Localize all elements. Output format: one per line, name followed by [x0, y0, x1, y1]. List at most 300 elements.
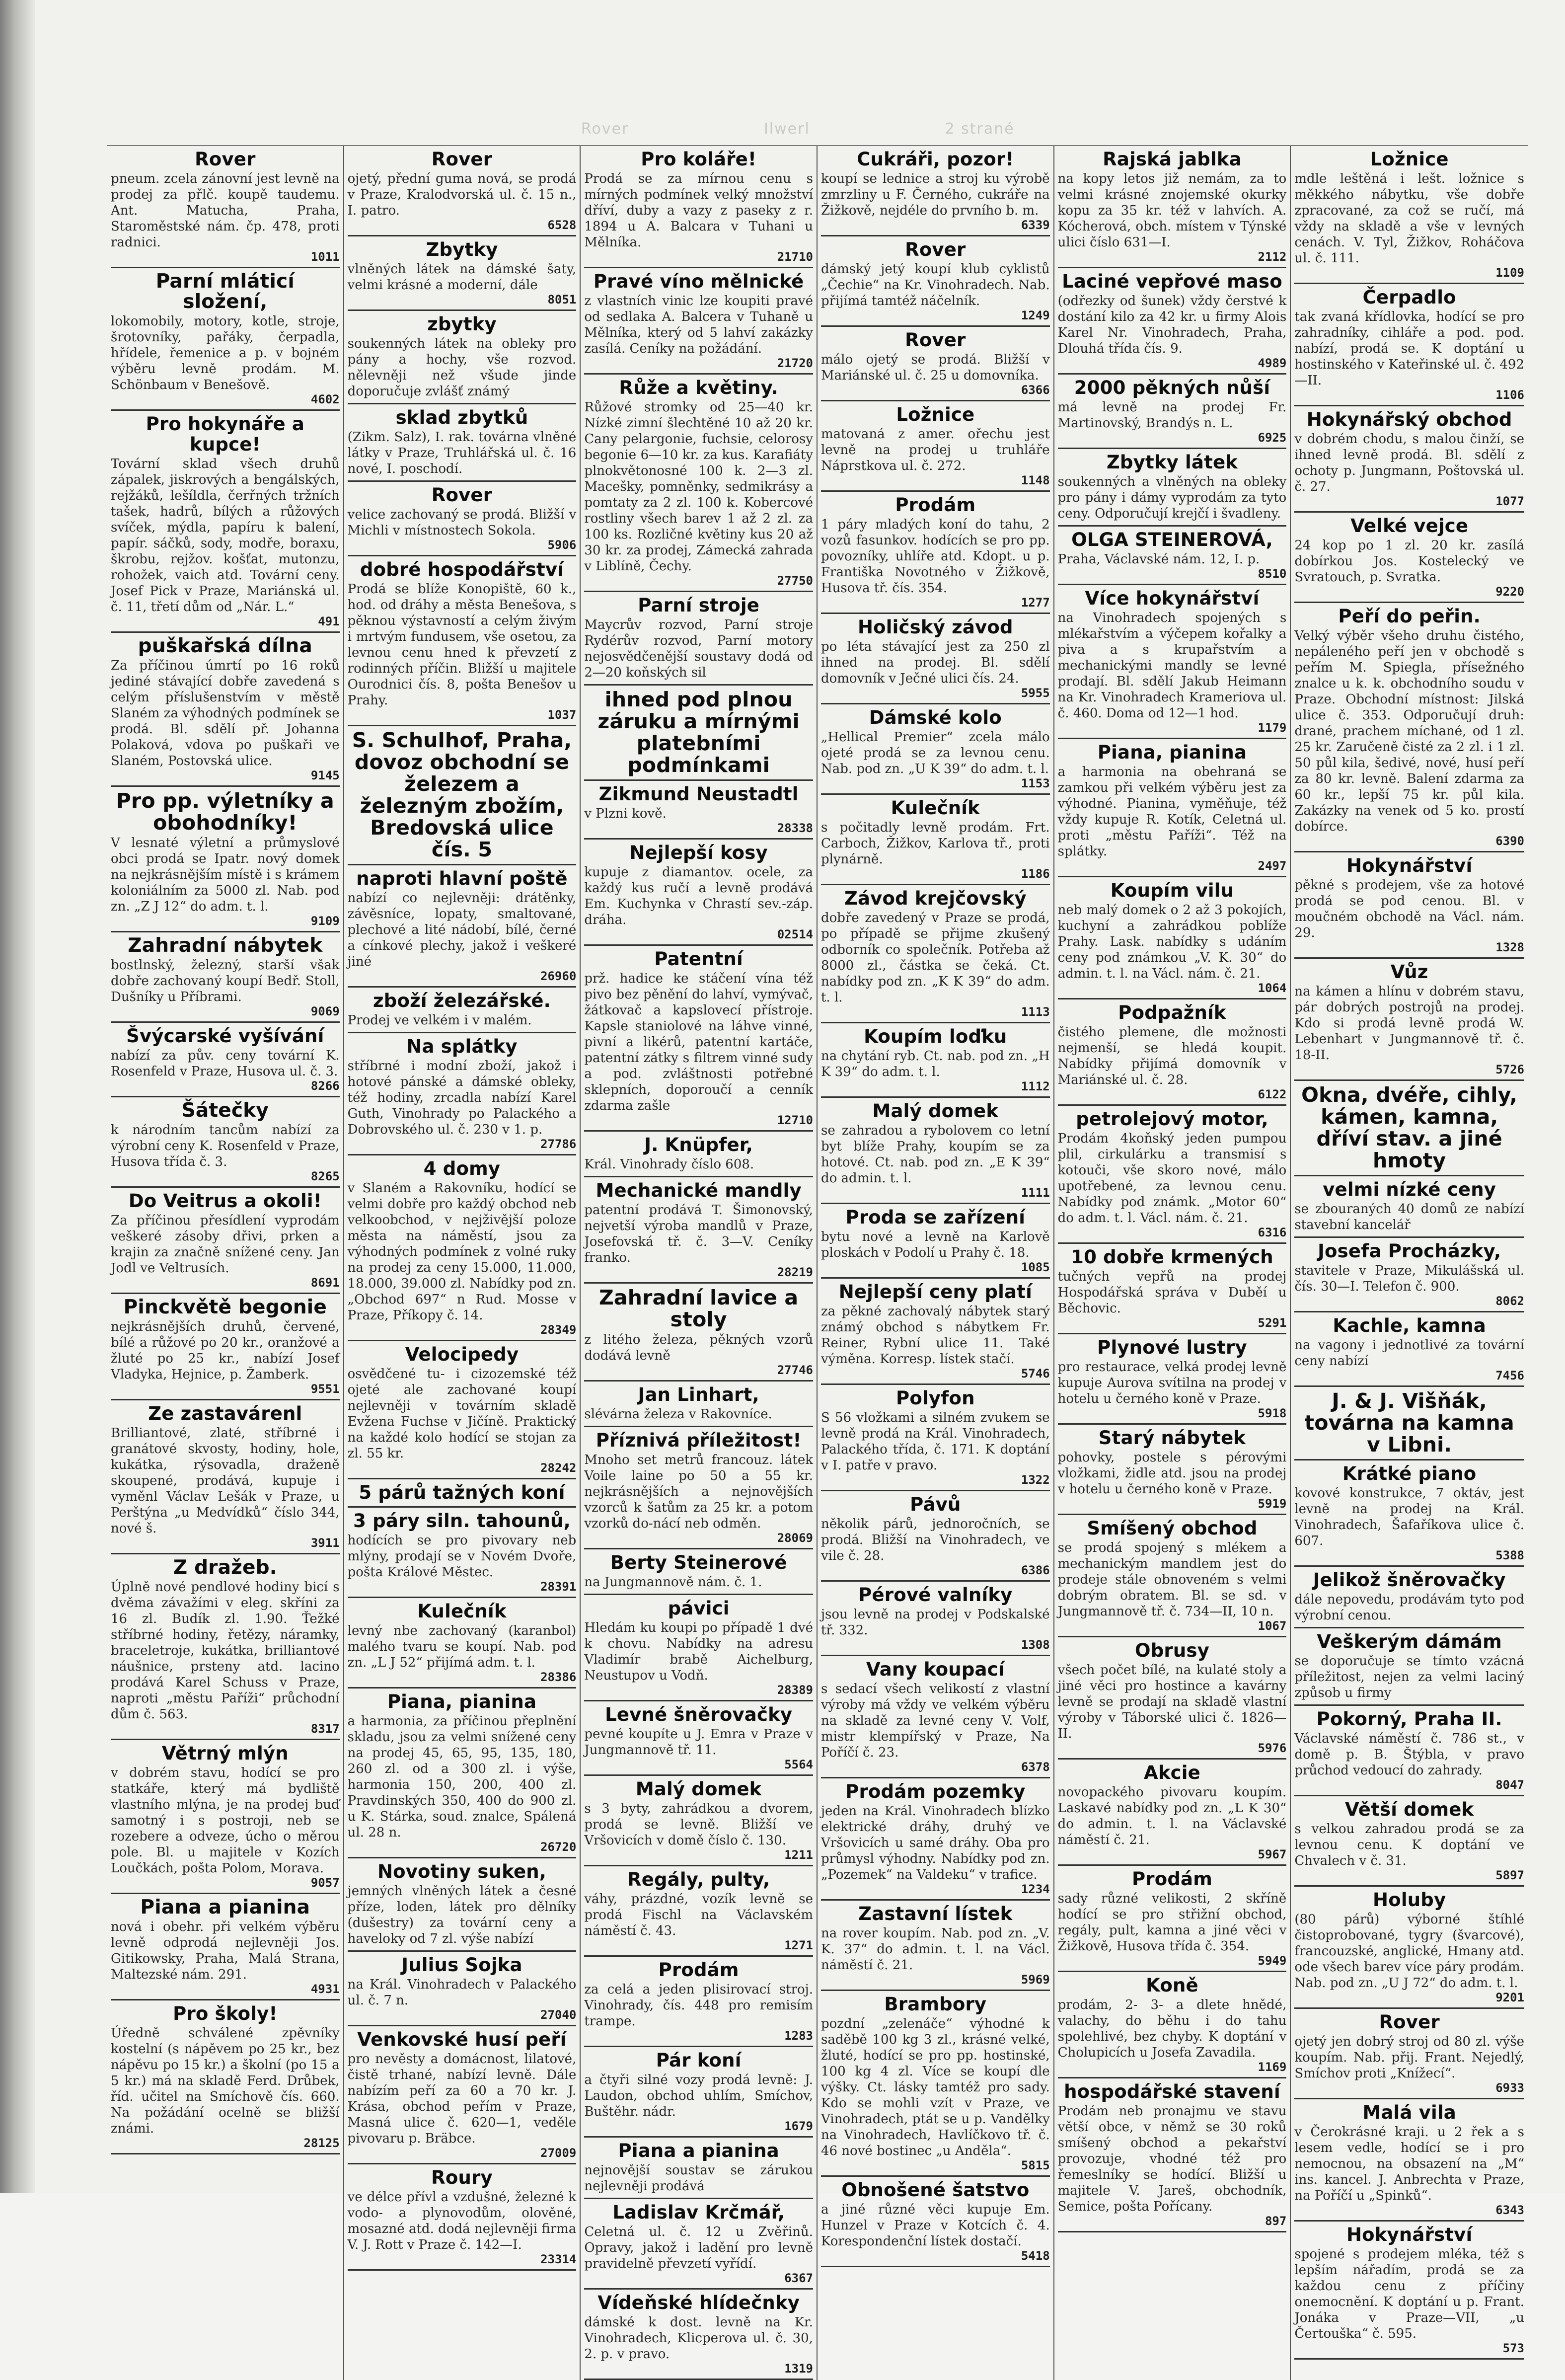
ad-title: Piana a pianina [140, 1896, 310, 1919]
ad-text: Brilliantové, zlaté, stříbrné i granátové skvosty, hodiny, hole, kukátka, rýsovadla, draženě skoupené, prodává, kupuje i vyměnl Václav Lešák v Praze, u Perštýna „u Medvídků“ číslo 344, nové š. [111, 1426, 340, 1536]
classified-ad [821, 885, 1050, 1023]
ad-text: slévárna železa v Rakovníce. [584, 1407, 772, 1422]
ad-title: Levné šněrovačky [605, 1704, 793, 1725]
ad-title: Akcie [1144, 1762, 1200, 1783]
ad-title: Koupím vilu [1110, 880, 1234, 901]
ad-text: stavitele v Praze, Mikulášská ul. čís. 30—I. Telefon č. 900. [1294, 1263, 1524, 1294]
ad-text: soukenných látek na obleky pro pány a hochy, vše rozvod. nělevněji než všude jinde doporučuje zvlášť známý [347, 336, 577, 399]
ad-text: nabízí za pův. ceny tovární K. Rosenfeld v Praze, Husova ul. č. 3. [111, 1048, 340, 1079]
ad-text: prž. hadice ke stáčení vína též pivo bez pěnění do lahví, vymývač, žátkovač a kapslovecí přístroje. Kapsle staniolové na láhve vinné, pivní a likérů, patentní kartáče, patentní zátky s filtrem vinné sudy a pod. zvláštnosti potřebné sklepních, doporoučí a cenník zdarma zašle [584, 971, 813, 1113]
classified-ad [821, 1023, 1050, 1098]
ad-title: Smíšený obchod [1087, 1518, 1258, 1539]
ad-text: matovaná z amer. ořechu jest levně na prodej u truhláře Náprstkova ul. č. 272. [820, 427, 1050, 473]
classified-ad [1294, 1887, 1524, 2009]
ad-text: na Jungmannově nám. č. 1. [584, 1575, 762, 1590]
ad-text: Velký výběr všeho druhu čistého, nepáleného peří jen v obchodě s peřím M. Spiegla, přísežného znalce u k. k. obchodního soudu v Praze. Obchodní místnost: Jilská ulice č. 353. Odporučují druh: drané, prachem míchané, od 1 zl. 25 kr. Zaručeně čisté za 2 zl. i 1 zl. 50 půl kila, šedivé, nové, husí peří za 80 kr. levně. Balení zdarma za 60 kr., lepší 75 kr. půl kila. Zakázky na venek od 5 ko. prostí dobírce. [1294, 628, 1524, 834]
ad-text: levný nbe zachovaný (karanbol) malého tvaru se koupí. Nab. pod zn. „L J 52“ přijímá adm. t. l. [347, 1623, 577, 1670]
ad-title: Ložnice [1370, 149, 1449, 170]
ad-text: sady různé velikosti, 2 skříně hodící se pro střižní obchod, regály, pult, kamna a jiné věci v Žižkově, Husova třída č. 354. [1057, 1891, 1287, 1954]
ad-title: Ladislav Krčmář, [612, 2202, 785, 2223]
ad-text: prodám, 2- 3- a dlete hnědé, valachy, do běhu i do tahu spolehlivé, bez chyby. K doptání v Cholupicích u Josefa Zavadila. [1057, 1997, 1287, 2060]
ad-title: Pro koláře! [641, 149, 757, 170]
ad-text: s velkou zahradou prodá se za levnou cenu. K doptání ve Chvalech v č. 31. [1294, 1822, 1524, 1868]
classified-ad [348, 1341, 577, 1479]
classified-ad [1294, 2009, 1524, 2099]
ad-number: 5906 [547, 538, 577, 552]
classified-ad [1294, 284, 1524, 406]
ad-text: na vagony i jednotlivé za tovární ceny nabízí [1294, 1338, 1524, 1369]
ad-title: hospodářské stavení [1064, 2081, 1280, 2102]
classified-ad [584, 375, 813, 592]
ad-title: Rover [195, 149, 256, 170]
ad-number: 5918 [1258, 1406, 1287, 1420]
ad-title: Piana, pianina [387, 1691, 537, 1712]
ad-title: Prodám [658, 1959, 739, 1981]
ad-title: Příznivá příležitost! [596, 1430, 802, 1451]
ad-text: S 56 vložkami a silném zvukem se levně prodá na Král. Vinohradech, Palackého třída, č. 171. K doptání v I. patře v pravo. [820, 1410, 1050, 1473]
ad-title: Vídeňské hlídečnky [597, 2292, 800, 2313]
ad-text: se doporučuje se tímto vzácná příležitost, nejen za velmi laciný způsob u firmy [1294, 1654, 1524, 1700]
classified-ad [1294, 603, 1524, 852]
classified-ad [821, 1491, 1050, 1582]
classified-ad [348, 404, 577, 482]
ad-text: Král. Vinohrady číslo 608. [584, 1157, 754, 1172]
ad-text: pevné koupíte u J. Emra v Praze v Jungmannově tř. 11. [584, 1727, 813, 1758]
ad-title: Pérové valníky [858, 1584, 1013, 1606]
column-1 [107, 146, 344, 2380]
ad-number: 27746 [777, 1363, 813, 1377]
ad-title: Ložnice [896, 404, 975, 425]
ad-title: Brambory [884, 1994, 987, 2015]
ad-text: Celetná ul. č. 12 u Zvěřinů. Opravy, jakož i ladění pro levně pravidelně převzetí vyřídí. [584, 2225, 813, 2271]
ad-number: 8510 [1258, 567, 1287, 581]
classified-ad [1294, 1706, 1524, 1796]
ad-text: a harmonia na obehraná se zamkou při velkém výběru jest za výhodné. Pianina, vyměňuje, též vždy kupuje R. Kotík, Celetná ul. proti „městu Paříži“. Též na splátky. [1057, 765, 1287, 859]
column-5 [1054, 146, 1291, 2380]
ad-title: Pravé víno mělnické [593, 271, 804, 292]
ad-title: Josefa Procházky, [1318, 1240, 1501, 1262]
ad-title: Do Veitrus a okoli! [128, 1190, 322, 1212]
ad-title: zboží železářské. [373, 990, 551, 1011]
ad-text: tak zvaná křídlovka, hodící se pro zahradníky, cihláře a pod. pod. nabízí, prodá se. K doptání u hostinského v Kateřinské ul. č. 492—II. [1294, 309, 1524, 388]
classified-ad [584, 1776, 813, 1866]
ad-text: na kopy letos již nemám, za to velmi krásné znojemské okurky kopu za 35 kr. též v lahvích. A. Kócherová, obch. místem v Týnské ulici číslo 631—I. [1057, 171, 1287, 250]
classified-ad [821, 1656, 1050, 1778]
ad-number: 1319 [784, 2362, 813, 2376]
ad-title: Veškerým dámám [1317, 1631, 1502, 1652]
ad-title: Pokorný, Praha II. [1316, 1708, 1502, 1730]
classified-ad [584, 946, 813, 1132]
classified-ad [821, 1901, 1050, 1991]
classified-ad [821, 401, 1050, 492]
classified-ad [111, 411, 340, 633]
ad-number: 9145 [310, 768, 340, 782]
ad-title: Okna, dvéře, cihly, kámen, kamna, dříví stav. a jiné hmoty [1301, 1083, 1518, 1172]
ad-number: 5418 [1021, 2249, 1050, 2263]
ad-number: 5976 [1258, 1741, 1287, 1755]
ad-text: nabízí co nejlevněji: drátěnky, závěsníce, lopaty, smaltované, plechové a lité nádobí, bílé, černé a cínkové plechy, jakož i veškeré jiné [347, 891, 577, 969]
ad-title: 10 dobře krmených [1071, 1246, 1273, 1268]
ad-title: Roury [431, 2167, 493, 2188]
classified-ad [111, 268, 340, 411]
classified-ad [348, 1508, 577, 1598]
classified-ad [821, 1778, 1050, 1901]
ad-text: s počitadly levně prodám. Frt. Carboch, Žižkov, Karlova tř., proti plynárně. [820, 820, 1050, 867]
ad-number: 491 [318, 614, 340, 628]
ad-number: 897 [1265, 2214, 1287, 2228]
ad-title: Hokynářství [1346, 2224, 1473, 2245]
classified-ad [1058, 146, 1287, 268]
ad-text: Za příčinou přesídlení vyprodám veškeré zásoby dřivi, prken a krajin za značně snížené ceny. Jan Jodl ve Veltrusích. [111, 1213, 340, 1276]
bleed-through-header [581, 120, 1144, 138]
ad-text: mdle leštěná i lešt. ložnice s měkkého nábytku, vše dobře zpracované, za což se ručí, má vždy na skladě a vše v levných cenách. V. Tyl, Žižkov, Roháčova ul. č. 111. [1294, 171, 1524, 266]
ad-title: Rover [1379, 2011, 1440, 2033]
classified-ad [1058, 449, 1287, 527]
classified-ad [821, 492, 1050, 614]
ad-title: J. Knüpfer, [644, 1134, 753, 1155]
ad-number: 5564 [784, 1758, 813, 1771]
classified-ad [348, 2026, 577, 2164]
ad-text: v Čerokrásné kraji. u 2 řek a s lesem vedle, hodící se i pro nemocnou, na obsazení na „M“ ins. kancel. J. Anbrechta v Praze, na Poříčí u „Spinků“. [1294, 2125, 1524, 2203]
ad-text: kovové konstrukce, 7 oktáv, jest levně na prodej na Král. Vinohradech, Šafaříkova ulice č. 607. [1294, 1486, 1524, 1548]
ad-title: Hokynářský obchod [1306, 409, 1512, 430]
classified-ad [584, 2199, 813, 2290]
ad-title: Plynové lustry [1097, 1337, 1247, 1358]
classified-ad [584, 592, 813, 686]
classified-ad [348, 1598, 577, 1689]
ad-number: 8047 [1495, 1778, 1524, 1792]
ad-number: 5291 [1258, 1316, 1287, 1330]
classified-ad [1058, 1972, 1287, 2078]
ad-number: 28125 [303, 2136, 340, 2150]
ad-title: Rover [431, 149, 493, 170]
ad-number: 1322 [1021, 1473, 1050, 1487]
ad-number: 573 [1502, 2341, 1524, 2355]
ad-title: Čerpadlo [1362, 287, 1456, 308]
ad-number: 26720 [540, 1840, 577, 1854]
ad-number: 8051 [547, 293, 577, 307]
ad-number: 21710 [777, 250, 813, 264]
ad-title: Piana, pianina [1097, 742, 1247, 763]
ad-title: Berty Steinerové [610, 1552, 787, 1573]
ad-number: 1283 [784, 2029, 813, 2043]
classified-ad [1294, 2222, 1524, 2360]
ad-number: 6366 [1021, 383, 1050, 397]
ad-text: Prodám neb pronajmu ve stavu větší obce, v němž se 30 roků smíšený obchod a pekařství provozuje, vhodné též pro řemeslníky se hodící. Bližší u majitele V. Jareš, obchodník, Semice, pošta Pořícany. [1057, 2104, 1287, 2214]
ad-number: 27009 [540, 2146, 577, 2160]
ad-number: 23314 [540, 2252, 577, 2266]
classified-ad [1058, 1637, 1287, 1760]
ad-title: Holuby [1373, 1889, 1446, 1911]
ad-number: 5897 [1495, 1868, 1524, 1882]
ad-title: Na splátky [406, 1036, 518, 1057]
ad-title: Velocipedy [405, 1344, 519, 1365]
classified-ad [111, 1023, 340, 1097]
ad-text: dále nepovedu, prodávám tyto pod výrobní cenou. [1294, 1592, 1524, 1623]
ad-text: V lesnaté výletní a průmyslové obci prodá se Ipatr. nový domek na nejkrásnějším místě i s krámem koloniálním za 5000 zl. Nab. pod zn. „Z J 12“ do adm. t. l. [111, 836, 340, 914]
ad-title: Proda se zařízení [845, 1207, 1026, 1228]
ad-number: 1153 [1021, 776, 1050, 790]
ad-number: 1064 [1258, 981, 1287, 995]
classified-ad [821, 146, 1050, 236]
ad-text: koupí se lednice a stroj ku výrobě zmrzliny u F. Černého, cukráře na Žižkově, nejdéle do prvního b. m. [820, 171, 1050, 218]
ad-title: Malá vila [1362, 2102, 1456, 2123]
ad-number: 5967 [1258, 1847, 1287, 1861]
ad-text: na Král. Vinohradech v Palackého ul. č. 7 n. [347, 1977, 577, 2008]
ad-title: Velké vejce [1350, 515, 1469, 537]
ad-text: Prodá se za mírnou cenu s mírných podmínek velký množství dříví, duby a vazy z paseky z r. 1894 u A. Balcara v Tuhani u Mělníka. [584, 171, 813, 250]
ad-number: 1113 [1021, 1005, 1050, 1019]
ad-title: Švýcarské vyšívání [126, 1025, 324, 1047]
ad-text: se prodá spojený s mlékem a mechanickým mandlem jest do prodeje stále obnoveném s velmi dobrým obratem. Bl. se sd. v Jungmannově tř. č. 734—II, 10 n. [1057, 1540, 1287, 1619]
ad-title: Polyfon [896, 1387, 975, 1409]
classified-ad [1294, 2099, 1524, 2222]
ad-text: několik párů, jednoročních, se prodá. Bližší na Vinohradech, ve vile č. 28. [820, 1517, 1050, 1563]
ad-title: Šátečky [181, 1099, 269, 1122]
classified-ad [1294, 1312, 1524, 1387]
ad-text: za pěkné zachovalý nábytek starý známý obchod s nábytkem Fr. Reiner, Rybní ulice 11. Také výměna. Korresp. lístek stačí. [820, 1304, 1050, 1367]
ad-title: Pár koní [656, 2050, 742, 2071]
classified-ad [1058, 739, 1287, 877]
ad-number: 9109 [310, 914, 340, 928]
ad-text: nejkrásnějších druhů, červené, bílé a růžové po 20 kr., oranžové a žluté po 25 kr., nabízí Josef Vladyka, Hejnice, p. Žamberk. [111, 1319, 340, 1382]
classified-ad [821, 614, 1050, 704]
column-2 [344, 146, 581, 2380]
ad-title: Pinckvětě begonie [123, 1296, 327, 1318]
ad-text: (Zikm. Salz), I. rak. továrna vlněné látky v Praze, Truhlářská ul. č. 16 nové, I. poschodí. [347, 430, 577, 476]
ad-title: Nejlepší kosy [629, 842, 768, 863]
classified-ad [1294, 406, 1524, 513]
ad-number: 7456 [1495, 1369, 1524, 1382]
classified-ad [584, 146, 813, 268]
ad-number: 1277 [1021, 596, 1050, 610]
ad-title: Zastavní lístek [858, 1903, 1013, 1924]
ad-title: Dámské kolo [869, 707, 1002, 728]
classified-ad [348, 865, 577, 988]
ad-text: pro restaurace, velká prodej levně kupuje Aurova svítilna na prodej v hotelu u černého koně v Praze. [1057, 1360, 1287, 1406]
ad-text: tučných vepřů na prodej Hospodářská správa v Duběí u Běchovic. [1057, 1269, 1287, 1316]
ad-number: 6378 [1021, 1760, 1050, 1774]
ad-title: Laciné vepřové maso [1062, 271, 1282, 292]
ad-text: Prodá se blíže Konopiště, 60 k., hod. od dráhy a města Benešova, s pěknou výstavností a celým živým i mrtvým fundusem, vše osetou, za levnou cenu hned k převzetí z rodinných příčin. Bližší u majitele Ourodnici čís. 8, pošta Benešov u Prahy. [347, 582, 577, 708]
ad-text: se zbouraných 40 domů ze nabízí stavební kancelář [1294, 1202, 1524, 1232]
classified-ad [821, 1279, 1050, 1385]
ad-number: 8691 [310, 1276, 340, 1290]
ad-title: Prodám [1131, 1868, 1212, 1890]
ad-text: Tovární sklad všech druhů zápalek, jiskrových a bengálských, rejžáků, lešíldla, čerřných tržních tašek, hadrů, bílých a růžových svíček, mýdla, papíru k balení, papír. sáčků, sody, modře, boraxu, škrobu, rejžov. košťat, mutonzu, rohožek, vaich atd. Tovární ceny. Josef Pick v Praze, Mariánská ul. č. 11, třetí dům od „Nár. L.“ [111, 457, 340, 614]
ad-title: petrolejový motor, [1076, 1108, 1268, 1130]
classified-ad [1294, 959, 1524, 1081]
classified-ad [348, 556, 577, 726]
ad-number: 6122 [1258, 1087, 1287, 1101]
ad-title: Obnošené šatstvo [841, 2179, 1030, 2201]
classified-ad [1058, 1866, 1287, 1972]
classified-ad [584, 1701, 813, 1776]
ad-text: ojetý, přední guma nová, se prodá v Praze, Kralodvorská ul. č. 15 n., I. patro. [347, 171, 577, 218]
ad-title: Rajská jablka [1103, 149, 1242, 170]
ad-title: Zbytky látek [1106, 452, 1238, 473]
ad-number: 8265 [310, 1169, 340, 1183]
ad-text: z litého železa, pěkných vzorů dodává levně [584, 1332, 813, 1363]
ad-number: 28391 [540, 1580, 577, 1594]
classified-ad [111, 2000, 340, 2154]
classified-ad [348, 988, 577, 1033]
classified-ad [1294, 513, 1524, 603]
classified-ad [584, 1177, 813, 1284]
ad-text: 24 kop po 1 zl. 20 kr. zasílá dobírkou Jos. Kostelecký ve Svratouch, p. Svratka. [1294, 538, 1524, 585]
ad-title: Rover [905, 329, 966, 351]
ad-number: 1249 [1021, 308, 1050, 322]
classified-ad [584, 840, 813, 946]
ad-text: nová i obehr. při velkém výběru levně odprodá nejlevněji Jos. Gitikowsky, Praha, Malá Strana, Maltezské nám. 291. [111, 1919, 340, 1982]
classified-ad [821, 704, 1050, 795]
classified-ad [584, 781, 813, 840]
ad-title: Cukráři, pozor! [857, 149, 1014, 170]
ad-number: 1112 [1021, 1079, 1050, 1093]
classified-ad [348, 146, 577, 236]
ad-title: Kachle, kamna [1333, 1315, 1486, 1336]
column-6 [1291, 146, 1528, 2380]
ad-title: Koupím loďku [864, 1026, 1007, 1047]
ad-text: bytu nové a levně na Karlově ploskách v Podolí u Prahy č. 18. [820, 1229, 1050, 1260]
classified-ad [1294, 1460, 1524, 1567]
ad-title: Zahradní nábytek [128, 934, 323, 957]
ad-title: 4 domy [423, 1158, 501, 1179]
ad-text: za celá a jeden plisirovací stroj. Vinohrady, čís. 448 pro remisím trampe. [584, 1982, 813, 2029]
classified-ad [111, 1294, 340, 1400]
ad-number: 1234 [1021, 1882, 1050, 1896]
ad-title: Závod krejčovský [844, 888, 1027, 909]
ad-number: 28242 [540, 1461, 577, 1475]
classified-ad [1058, 1760, 1287, 1866]
ad-number: 5969 [1021, 1973, 1050, 1987]
classified-ad [821, 1582, 1050, 1656]
ad-number: 28389 [777, 1683, 813, 1697]
ad-text: jeden na Král. Vinohradech blízko elektrické dráhy, druhý ve Vršovicích u samé dráhy. Oba pro průmysl výhodny. Nabídky pod zn. „Pozemek“ na Valdeku“ v trafice. [820, 1804, 1050, 1882]
classified-ad [1294, 1796, 1524, 1887]
classified-ad [1058, 1106, 1287, 1244]
ad-title: Hokynářství [1346, 855, 1473, 876]
ad-number: 5388 [1495, 1548, 1524, 1562]
ad-number: 8266 [310, 1079, 340, 1093]
classified-ad [348, 1952, 577, 2026]
ad-title: Vany koupací [866, 1659, 1005, 1680]
ad-text: Úředně schválené zpěvníky kostelní (s nápěvem po 25 kr., bez nápěvu po 15 kr.) a školní (po 15 a 5 kr.) má na skladě Ferd. Drůbek, říd. učitel na Smíchově čís. 660. Na požádání ocelně se bližší známi. [111, 2026, 340, 2136]
ad-number: 1148 [1021, 473, 1050, 487]
ad-title: Starý nábytek [1098, 1427, 1246, 1449]
ad-number: 8317 [310, 1722, 340, 1736]
ad-number: 27040 [540, 2008, 577, 2022]
classified-ad [821, 236, 1050, 327]
classified-ad [111, 633, 340, 787]
ad-number: 6386 [1021, 1563, 1050, 1577]
ad-number: 1109 [1495, 266, 1524, 280]
classified-ad [584, 1382, 813, 1427]
ad-title: 3 páry siln. tahounů, [353, 1510, 571, 1532]
ad-number: 6925 [1258, 431, 1287, 445]
ad-text: Úplně nové pendlové hodiny bicí s dvěma závažími v eleg. skříni za 16 zl. Budík zl. 1.90. Ťežké stříbrné hodiny, řetězy, náramky, braceletroje, kukátka, brilliantové náušnice, prsteny atd. lacino prodává Karel Schuss v Praze, naproti „městu Paříži“ průchodní dům č. 563. [111, 1580, 340, 1722]
ad-text: váhy, prázdné, vozík levně se prodá Fischl na Václavském náměstí č. 43. [584, 1892, 813, 1938]
classified-ad [1294, 852, 1524, 959]
ghost-text-1: Rover [581, 120, 629, 138]
classified-ad [821, 327, 1050, 401]
classified-ad [584, 1549, 813, 1595]
ad-number: 5726 [1495, 1063, 1524, 1076]
classified-ad [1294, 1081, 1524, 1176]
ad-title: 5 párů tažných koní [359, 1482, 565, 1503]
ad-text: bostlnský, železný, starší však dobře zachovaný koupí Bedř. Stoll, Dušníky u Příbrami. [111, 958, 340, 1004]
ad-title: Pro pp. výletníky a obohodníky! [116, 789, 334, 835]
classified-ad [821, 795, 1050, 885]
classified-ad [348, 236, 577, 311]
ad-title: Větší domek [1344, 1799, 1474, 1820]
ad-text: hodících se pro pivovary neb mlýny, prodají se v Novém Dvoře, pošta Králové Městec. [347, 1533, 577, 1580]
classified-ad [348, 1479, 577, 1508]
ad-number: 28338 [777, 821, 813, 835]
ad-text: osvědčené tu- i cizozemské též ojeté ale zachované koupí nejlevněji v továrním skladě Evžena Fuchse v Jičíně. Praktický na každé kolo hodící se stojan za zl. 55 kr. [347, 1367, 577, 1461]
ad-title: Parní mláticí složení, [155, 270, 295, 313]
classified-ad [348, 726, 577, 865]
ad-number: 27750 [777, 574, 813, 588]
ad-number: 5949 [1258, 1954, 1287, 1968]
ad-text: a harmonia, za příčinou přeplnění skladu, jsou za velmi snížené ceny na prodej 45, 65, 95, 135, 180, 260 zl. od a 300 zl. i výše, harmonia 150, 200, 400 zl. Pravdinských 350, 400 do 900 zl. u K. Stárka, soud. znalce, Spálená ul. 28 n. [347, 1714, 577, 1840]
ad-number: 12710 [777, 1113, 813, 1127]
ad-number: 02514 [777, 927, 813, 941]
classified-ad [1294, 1176, 1524, 1238]
ad-title: OLGA STEINEROVÁ, [1071, 529, 1273, 550]
ad-text: s sedací všech velikostí z vlastní výroby má vždy ve velkém výběru na skladě za levné ceny V. Volf, mistr klempířský v Praze, Na Poříčí č. 23. [820, 1682, 1050, 1760]
ad-title: Venkovské husí peří [357, 2029, 567, 2050]
ad-text: k národním tancům nabízí za výrobní ceny K. Rosenfeld v Praze, Husova třída č. 3. [111, 1123, 340, 1169]
ad-text: po léta stávající jest za 250 zl ihned na prodej. Bl. sdělí domovník v Ječné ulici čís. 24. [820, 639, 1050, 686]
ad-text: (odřezky od šunek) vždy čerstvé k dostání kilo za 42 kr. u firmy Alois Karel Nr. Vinohradech, Praha, Dlouhá třída čís. 9. [1057, 294, 1287, 356]
ad-title: Zikmund Neustadtl [598, 783, 799, 805]
ad-title: Patentní [654, 948, 743, 970]
ad-text: dámské k dost. levně na Kr. Vinohradech, Klicperova ul. č. 30, 2. p. v pravo. [584, 2315, 813, 2362]
ad-title: Větrný mlýn [161, 1743, 289, 1764]
ad-title: naproti hlavní poště [356, 868, 568, 889]
ad-text: neb malý domek o 2 až 3 pokojích, kuchyní a zahrádkou poblíže Prahy. Lask. nabídky s udáním ceny pod známkou „V. K. 30“ do admin. t. l. na Václ. nám. č. 21. [1057, 903, 1287, 981]
ad-title: Pávů [910, 1494, 961, 1515]
ad-number: 1186 [1021, 867, 1050, 881]
ad-title: Koně [1146, 1975, 1198, 1996]
ad-number: 1169 [1258, 2060, 1287, 2074]
ad-text: ve délce přívl a vzdušné, železné k vodo- a plynovodům, olověné, mosazné atd. dodá nejlevněji firma V. J. Rott v Praze č. 142—I. [347, 2190, 577, 2252]
classified-ad [584, 686, 813, 781]
ad-text: pneum. zcela zánovní jest levně na prodej za přlč. koupě taudemu. Ant. Matucha, Praha, Staroměstské nám. čp. 478, proti radnici. [111, 171, 340, 250]
ad-number: 1308 [1021, 1638, 1050, 1652]
ad-number: 28069 [777, 1531, 813, 1545]
ad-number: 6390 [1495, 834, 1524, 848]
classified-ad [111, 1188, 340, 1294]
classified-ad [348, 1033, 577, 1155]
ad-number: 9220 [1495, 585, 1524, 599]
ad-text: stříbrné i modní zboží, jakož i hotové pánské a dámské obleky, též hodiny, zrcadla nabízí Karel Guth, Vinohrady po Palackého a Dobrovského ul. č. 230 v 1. p. [347, 1059, 577, 1137]
ad-text: z vlastních vinic lze koupiti pravé od sedlaka A. Balcera v Tuhaně u Mělníka, který od 5 lahví zakázky zasílá. Ceníky na požádání. [584, 294, 813, 356]
ad-title: sklad zbytků [395, 407, 528, 428]
classified-ad [1058, 2078, 1287, 2232]
ad-text: jemných vlněných látek a česné příze, loden, látek pro dělníky (dušestry) za tovární ceny a haveloky od 7 zl. výše nabízí [347, 1884, 577, 1946]
ad-text: lokomobily, motory, kotle, stroje, šrotovníky, pařáky, čerpadla, hřídele, řemenice a p. v bojném výběru levně prodám. M. Schönbaum v Benešově. [111, 314, 340, 392]
ad-number: 1077 [1495, 494, 1524, 508]
ad-text: na rover koupím. Nab. pod zn. „V. K. 37“ do admin. t. l. na Václ. náměstí č. 21. [820, 1926, 1050, 1973]
ad-number: 5919 [1258, 1497, 1287, 1511]
classified-ad [1058, 375, 1287, 449]
classified-ad [584, 1595, 813, 1701]
ad-title: Peří do peřin. [1338, 606, 1481, 627]
classified-ad [584, 2138, 813, 2199]
classified-ad [1294, 1387, 1524, 1460]
